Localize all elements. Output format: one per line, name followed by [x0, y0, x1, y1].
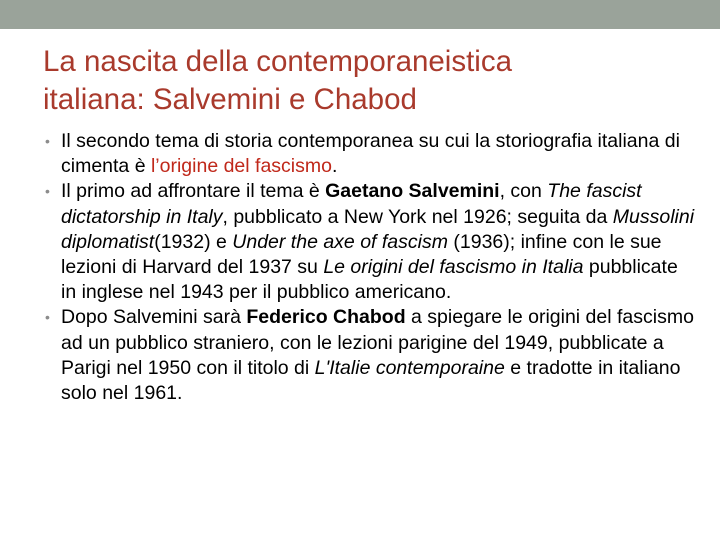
bullet-item-origin	[45, 129, 695, 179]
book-title: Under the axe of fascism	[232, 230, 448, 253]
author-name: Federico Chabod	[246, 306, 406, 329]
book-title: L'Italie contemporaine	[314, 356, 505, 379]
bullet-text: e tradotte in italiano solo nel 1961.	[61, 356, 681, 405]
bullet-text: (1936); infine con le sue lezioni di Harvard del 1937 su	[61, 230, 662, 279]
highlight-text: l’origine del fascismo	[150, 155, 332, 178]
bullet-item-salvemini	[45, 179, 695, 305]
bullet-text: Dopo Salvemini sarà	[61, 306, 247, 329]
bullet-dot-icon: •	[45, 183, 50, 200]
bullet-text: Il secondo tema di storia contemporanea su cui la storiografia italiana di cimenta è	[61, 130, 680, 178]
bullet-dot-icon: •	[45, 309, 50, 326]
bullet-text: , pubblicato a New York nel 1926; seguita da	[222, 205, 613, 228]
bullet-text: , con	[499, 180, 548, 203]
bullet-text: a spiegare le origini del fascismo ad un pubblico straniero, con le lezioni parigine del 1949, pubblicate a Parigi nel 1950 con il titolo di	[61, 306, 694, 379]
slide-title	[43, 43, 693, 119]
author-name: Gaetano Salvemini	[325, 180, 500, 203]
bullet-dot-icon: •	[45, 133, 50, 149]
slide-title-line-1: La nascita della contemporaneistica	[43, 45, 513, 78]
book-title: Le origini del fascismo in Italia	[323, 256, 584, 279]
top-accent-bar	[0, 0, 720, 29]
bullet-text: pubblicate in inglese nel 1943 per il pubblico americano.	[61, 256, 678, 304]
bullet-text: Il primo ad affrontare il tema è	[61, 180, 326, 203]
bullet-text: (1932) e	[154, 230, 233, 253]
bullet-list	[45, 129, 695, 406]
book-title: The fascist dictatorship in Italy	[61, 180, 642, 228]
book-title: Mussolini diplomatist	[61, 205, 695, 253]
slide-title-line-2: italiana: Salvemini e Chabod	[43, 83, 417, 116]
bullet-item-chabod	[45, 305, 695, 406]
bullet-text: .	[331, 155, 338, 178]
